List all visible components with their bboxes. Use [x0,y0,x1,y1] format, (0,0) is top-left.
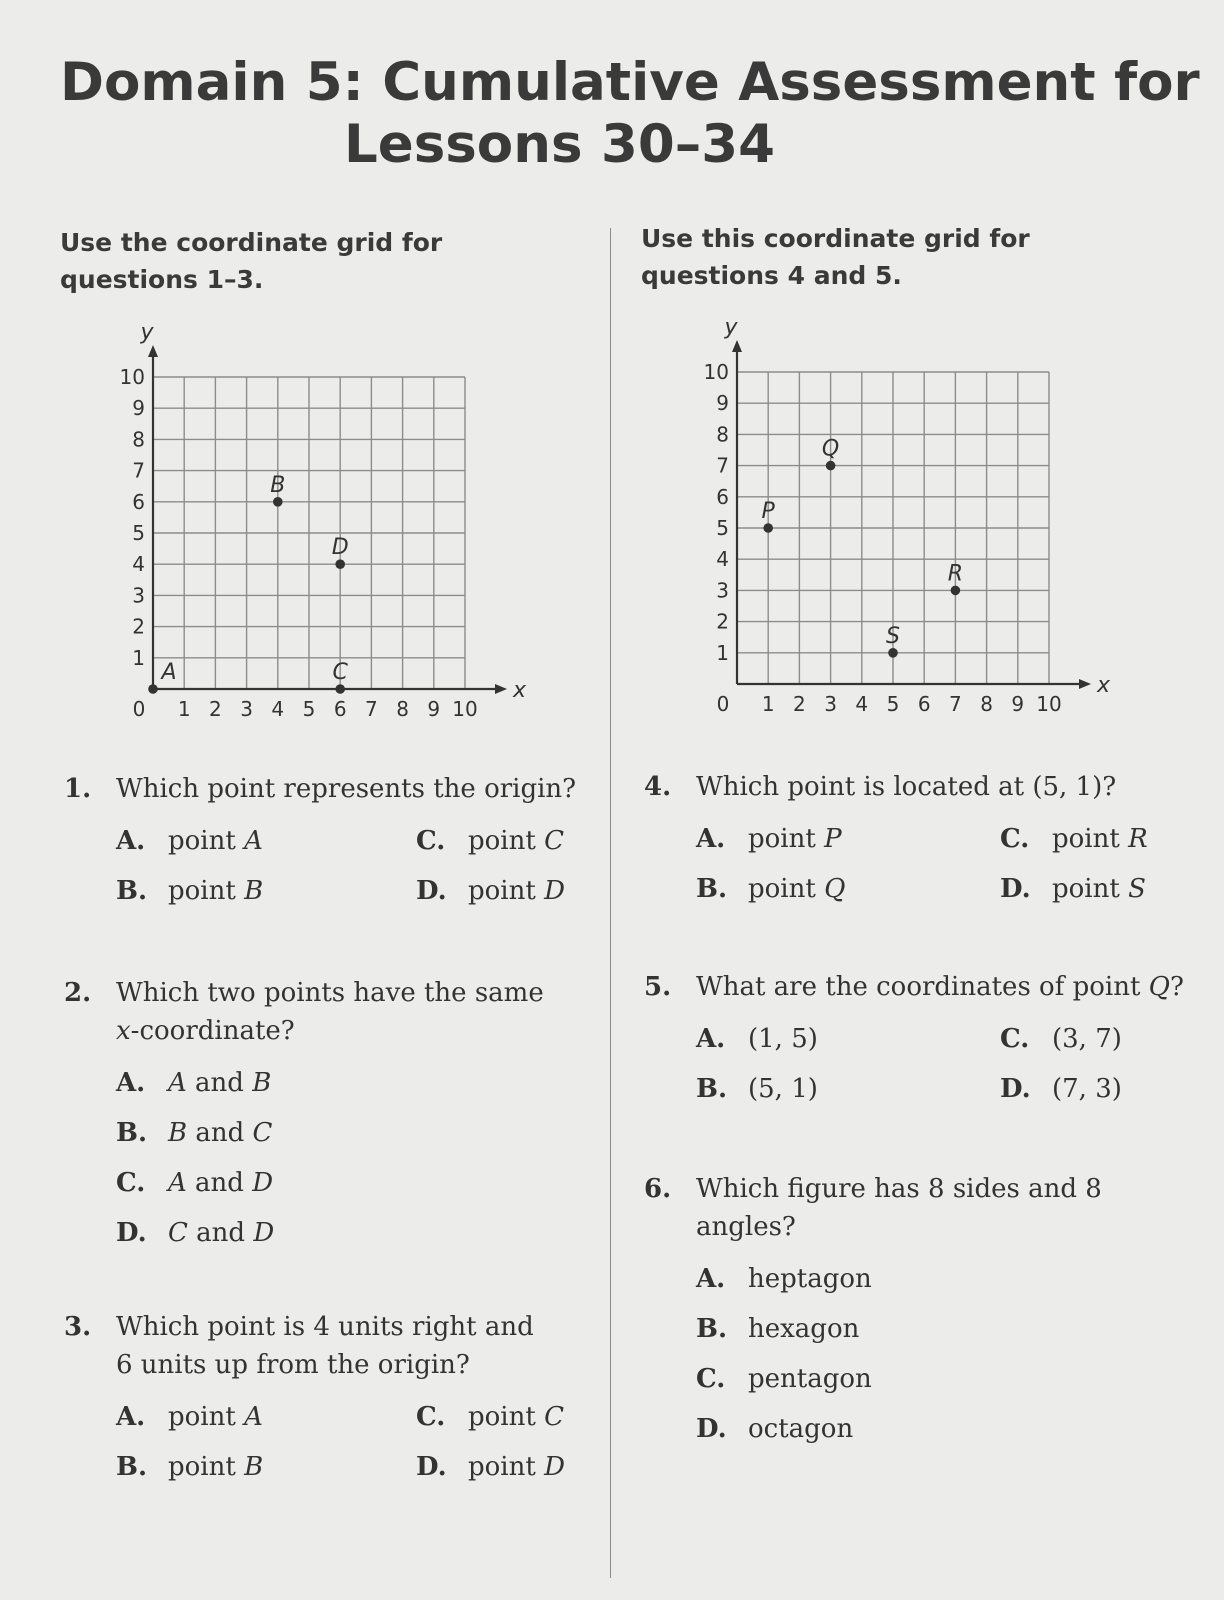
x-tick-label: 4 [855,692,869,716]
option-b[interactable]: B. hexagon [696,1314,860,1344]
y-tick-label: 10 [119,365,145,389]
question-number: 2. [64,978,92,1008]
coordinate-grid-2 [610,0,1210,740]
x-tick-label: 3 [240,697,253,721]
point-r-marker [951,586,961,596]
x-axis-label: x [1097,673,1111,698]
title-line-1: Domain 5: Cumulative Assessment for [60,52,1200,113]
y-tick-label: 1 [716,640,729,665]
x-tick-label: 6 [917,692,931,716]
option-c[interactable]: C. pentagon [696,1364,872,1394]
y-tick-label: 5 [132,521,145,545]
question-number: 6. [644,1174,672,1204]
x-axis-arrow-icon [495,684,507,694]
option-d[interactable]: D. point D [416,1452,565,1482]
option-c[interactable]: C. point C [416,826,564,856]
question-stem: Which two points have the same x-coordinate? [116,978,544,1046]
coordinate-grid-1 [0,0,600,740]
y-axis-label: y [140,320,154,345]
x-tick-label: 1 [761,692,775,716]
question-stem: Which point is located at (5, 1)? [696,772,1117,802]
y-tick-label: 7 [716,453,729,478]
option-b[interactable]: B. (5, 1) [696,1074,818,1104]
point-a-marker [148,684,158,694]
point-q-marker [826,461,836,471]
y-tick-label: 2 [716,609,729,634]
x-tick-label: 8 [980,692,993,716]
x-tick-label: 2 [793,692,806,716]
point-r-label: R [947,561,964,587]
option-a[interactable]: A. point P [696,824,842,854]
option-d[interactable]: D. C and D [116,1218,275,1248]
y-tick-label: 3 [132,583,145,608]
x-tick-label: 1 [177,697,191,721]
option-b[interactable]: B. point B [116,876,264,906]
option-a[interactable]: A. A and B [116,1068,272,1098]
x-tick-label: 9 [427,697,441,721]
question-5 [644,968,1204,1116]
question-number: 5. [644,972,672,1002]
y-tick-label: 5 [716,516,729,540]
y-tick-label: 8 [132,427,145,452]
question-stem: Which point is 4 units right and 6 units up from the origin? [116,1312,534,1380]
x-axis-arrow-icon [1079,679,1091,689]
x-tick-label: 0 [716,692,730,716]
option-a[interactable]: A. (1, 5) [696,1024,818,1054]
point-p-label: P [761,499,775,524]
option-d[interactable]: D. (7, 3) [1000,1074,1122,1104]
x-tick-label: 7 [365,697,378,721]
x-tick-label: 6 [333,697,347,721]
left-instruction-line-1: Use the coordinate grid for [60,228,443,257]
y-tick-label: 8 [716,422,729,447]
point-c-label: C [332,660,348,685]
y-tick-label: 9 [716,391,729,416]
x-tick-label: 0 [132,697,146,721]
x-tick-label: 3 [824,692,837,716]
option-c[interactable]: C. A and D [116,1168,274,1198]
point-d-marker [335,559,345,569]
point-b-label: B [270,472,286,498]
question-4 [644,768,1204,916]
y-tick-label: 4 [132,552,145,577]
question-6 [644,1170,1204,1466]
option-d[interactable]: D. point S [1000,874,1146,904]
point-d-label: D [331,535,349,561]
x-tick-label: 7 [949,692,962,716]
question-2 [64,974,584,1270]
x-axis-label: x [513,678,527,703]
point-p-marker [763,523,773,533]
y-tick-label: 7 [132,458,145,483]
y-tick-label: 10 [703,360,729,384]
point-s-marker [888,648,898,658]
option-d[interactable]: D. point D [416,876,565,906]
x-tick-label: 10 [1036,692,1062,716]
point-q-label: Q [821,436,840,462]
x-tick-label: 2 [209,697,222,721]
question-number: 4. [644,772,672,802]
option-b[interactable]: B. point B [116,1452,264,1482]
option-c[interactable]: C. point C [416,1402,564,1432]
question-3 [64,1308,584,1494]
y-axis-arrow-icon [148,345,158,357]
title-line-2: Lessons 30–34 [344,114,775,175]
option-b[interactable]: B. point Q [696,874,846,904]
x-tick-label: 4 [271,697,285,721]
y-tick-label: 2 [132,614,145,639]
point-a-label: A [161,660,177,685]
question-stem: What are the coordinates of point Q? [696,972,1184,1002]
right-instruction-line-2: questions 4 and 5. [641,261,902,290]
y-tick-label: 1 [132,645,145,670]
option-c[interactable]: C. (3, 7) [1000,1024,1122,1054]
y-axis-arrow-icon [732,340,742,352]
option-c[interactable]: C. point R [1000,824,1148,854]
question-stem: Which figure has 8 sides and 8 angles? [696,1174,1102,1242]
option-d[interactable]: D. octagon [696,1414,854,1444]
y-tick-label: 4 [716,547,729,572]
right-instruction-line-1: Use this coordinate grid for [641,224,1030,253]
question-1 [64,770,584,918]
y-axis-label: y [724,315,738,340]
x-tick-label: 10 [452,697,478,721]
option-a[interactable]: A. point A [116,826,263,856]
x-tick-label: 9 [1011,692,1025,716]
y-tick-label: 3 [716,578,729,603]
option-a[interactable]: A. point A [116,1402,263,1432]
x-tick-label: 8 [396,697,409,721]
question-number: 1. [64,774,92,804]
point-c-marker [335,684,345,694]
x-tick-label: 5 [886,692,900,716]
y-tick-label: 6 [132,489,145,514]
option-b[interactable]: B. B and C [116,1118,273,1148]
y-tick-label: 6 [716,484,729,509]
question-number: 3. [64,1312,92,1342]
point-s-label: S [886,623,900,649]
question-stem: Which point represents the origin? [116,774,577,804]
y-tick-label: 9 [132,396,145,421]
point-b-marker [273,497,283,507]
option-a[interactable]: A. heptagon [696,1264,872,1294]
x-tick-label: 5 [302,697,316,721]
left-instruction-line-2: questions 1–3. [60,265,264,294]
